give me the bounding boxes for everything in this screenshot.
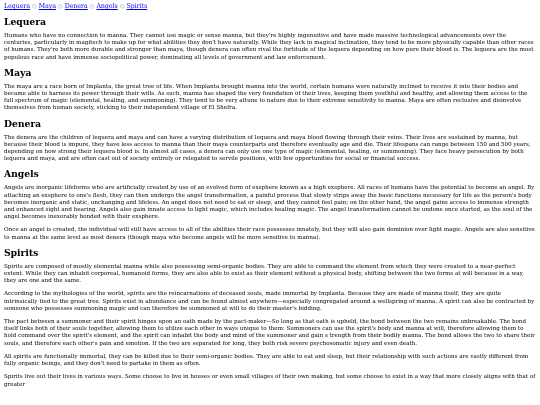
paragraph: Angels are inorganic lifeforms who are artificially created by use of an evolved form of exsphere known as a high exsphere. All races of humans have the potential to become an angel. By attaching an exsphere to one's flesh, they can then undergo the angel transformation, a painful process that slowly strips away the basic functions necessary for life as the person's body becomes inorganic and static, unchanging and lifeless. An angel does not need to eat or sleep, and they cannot feel pain; on the other hand, the angel gains access to immense strength and enhanced sight and hearing. Angels also gain innate access to light magic, which includes healing magic. The angel transformation cannot be undone once started, as the soul of the angel becomes inexorably bonded with their exsphere. [4,185,535,221]
paragraph: The maya are a race born of Implanta, the great tree of life. When Implanta brought manna into the world, certain humans were naturally inclined to receive it into their bodies and became able to harness its power through their wills. As such, manna has shaped the very foundation of their lives, keeping them youthful and healthy, and allowing them access to the full spectrum of magic (elemental, healing, and summoning). They tend to be very attune to nature due to their extreme sensitivity to manna. Maya are often reclusive and disinvolve themselves from human society, sticking to their independent village of El Shefra. [4,83,528,112]
nav-link-angels[interactable]: Angels [96,3,118,10]
nav-separator: ◇ [89,3,95,10]
section-heading-maya: Maya [4,67,32,79]
section-heading-angels: Angels [4,169,39,181]
paragraph: Spirits live out their lives in various ways. Some choose to live in houses or even small villages of their own making, but some choose to exist in a way that more closely aligns with that of greater [4,374,536,388]
paragraph: The denera are the children of lequera and maya and can have a varying distribution of lequera and maya blood flowing through their veins. Their lives are sustained by manna, but because their blood is impure, they have less access to manna than their maya counterparts and therefore eventually age and die. Their lifespans can range between 150 and 500 years, depending on how strong their lequera blood is. In almost all cases, a denera can only use one type of magic (elemental, healing, or summoning). They face heavy persecution by both lequera and maya, and are often cast out of society entirely or relegated to servile positions, with few opportunities for social or financial success. [4,134,531,163]
section-heading-denera: Denera [4,118,42,130]
nav-separator: ◇ [32,3,37,10]
nav-links [4,3,536,11]
nav-separator: ◇ [119,3,125,10]
paragraph: According to the mythologies of the world, spirits are the reincarnations of deceased souls, made immortal by Implanta. Because they are made of manna itself, they are quite intrinsically tied to the great tree. Spirits exist in abundance and can be found almost anywhere—especially congregated around a wellspring of manna. A spirit can also be contracted by someone who possesses summoning magic and can therefore be summoned at will to do their master's bidding. [4,291,535,312]
nav-link-maya[interactable]: Maya [38,3,57,10]
nav-link-lequera[interactable]: Lequera [4,3,31,10]
paragraph: The pact between a summoner and their spirit hinges upon an oath made by the pact-maker—So long as that oath is upheld, the bond between the two remains unbreakable. The bond itself links both of their souls together, allowing them to utilize each other in ways unique to them: Summoners can use the spirit's body and manna at will, therefore allowing them to hold command over the spirit's element, and the spirit can inhabit the body and mind of the summoner and gain s trength from their bodily manna. The bond allows the two to share their souls, and therefore each other's pain and emotion. If the two are separated for long, they both risk severe psychosomatic injury and even death. [4,319,535,347]
nav-link-spirits[interactable]: Spirits [126,3,148,10]
nav-link-denera[interactable]: Denera [64,3,88,10]
paragraph: Humans who have no connection to manna. They cannot use magic or sense manna, but they're highly ingenuitive and have made massive technological advancements over the centuries, particularly in magitech to make up for what abilities they don't have naturally. While they lack in magical inclination, they tend to be more physically capable than other races of humans. They're both more durable and stronger than maya, though denera can often rival the fortitude of the lequera depending on how pure their blood is. The lequera are the most populous race and have immense sociopolitical power, dominating all levels of government and law enforcement. [4,33,534,61]
paragraph: Once an angel is created, the individual will still have access to all of the abilities their race possesses innately, but they will also gain dominion over light magic. Angels are also sensitive to manna at the same level as most denera (though maya who become angels will be more sensitive to manna). [4,227,535,241]
paragraph: All spirits are functionally immortal, they can be killed due to their semi-organic bodies. They are able to eat and sleep, but their relationship with such actions are vastly different from fully organic beings, and they don't need to partake in them as often. [4,353,529,368]
paragraph: Spirits are composed of mostly elemental manna while also possessing semi-organic bodies. They are able to command the element from which they were created to a near-perfect extent. While they can inhabit corporeal, humanoid forms, they are also able to exist as their element without a physical body, shifting between the two forms at will because in a way, they are one and the same. [4,263,524,285]
section-heading-lequera: Lequera [4,17,47,28]
nav-separator: ◇ [58,3,63,10]
section-heading-spirits: Spirits [4,247,39,259]
